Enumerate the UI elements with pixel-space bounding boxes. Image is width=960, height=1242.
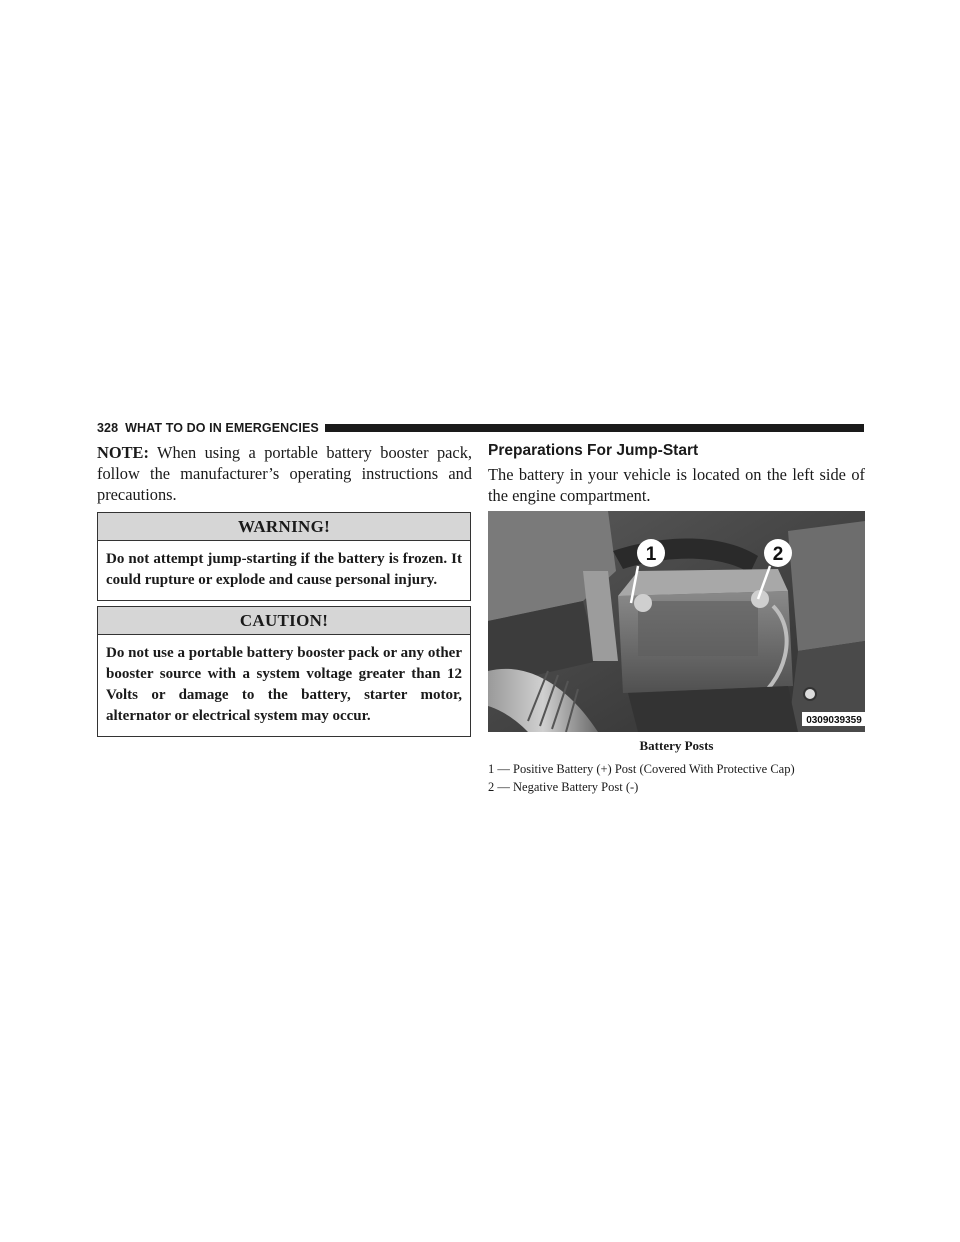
caution-box	[97, 606, 471, 737]
caution-title: CAUTION!	[98, 607, 470, 635]
legend-item-1: 1 — Positive Battery (+) Post (Covered With Protective Cap)	[488, 762, 795, 776]
page-header	[97, 420, 864, 436]
caution-text: Do not use a portable battery booster pack or any other booster source with a system voltage greater than 12 Volts or damage to the battery, starter motor, alternator or electrical system may occur.	[106, 645, 462, 724]
callout-2-label: 2	[772, 544, 784, 565]
header-rule	[325, 424, 864, 432]
right-column	[488, 442, 865, 794]
figure-caption: Battery Posts	[639, 738, 714, 753]
note-label: NOTE:	[97, 443, 149, 462]
battery-photo	[488, 511, 865, 732]
preparations-heading: Preparations For Jump-Start	[488, 442, 699, 459]
note-text: When using a portable battery booster pack, follow the manufacturer’s operating instructions and precautions.	[97, 443, 472, 504]
engine-illustration	[488, 511, 865, 732]
callout-1-label: 1	[645, 544, 657, 565]
warning-box	[97, 512, 471, 601]
left-column	[97, 442, 472, 724]
figure-legend	[488, 760, 865, 796]
warning-text: Do not attempt jump-starting if the battery is frozen. It could rupture or explode and cause personal injury.	[106, 551, 462, 588]
note-paragraph	[97, 442, 472, 505]
image-code: 0309039359	[806, 715, 862, 726]
preparations-text: The battery in your vehicle is located on the left side of the engine compartment.	[488, 465, 865, 505]
legend-item-2: 2 — Negative Battery Post (-)	[488, 780, 639, 794]
page-number: 328	[97, 421, 119, 435]
section-title: WHAT TO DO IN EMERGENCIES	[125, 421, 319, 435]
warning-title: WARNING!	[98, 513, 470, 541]
